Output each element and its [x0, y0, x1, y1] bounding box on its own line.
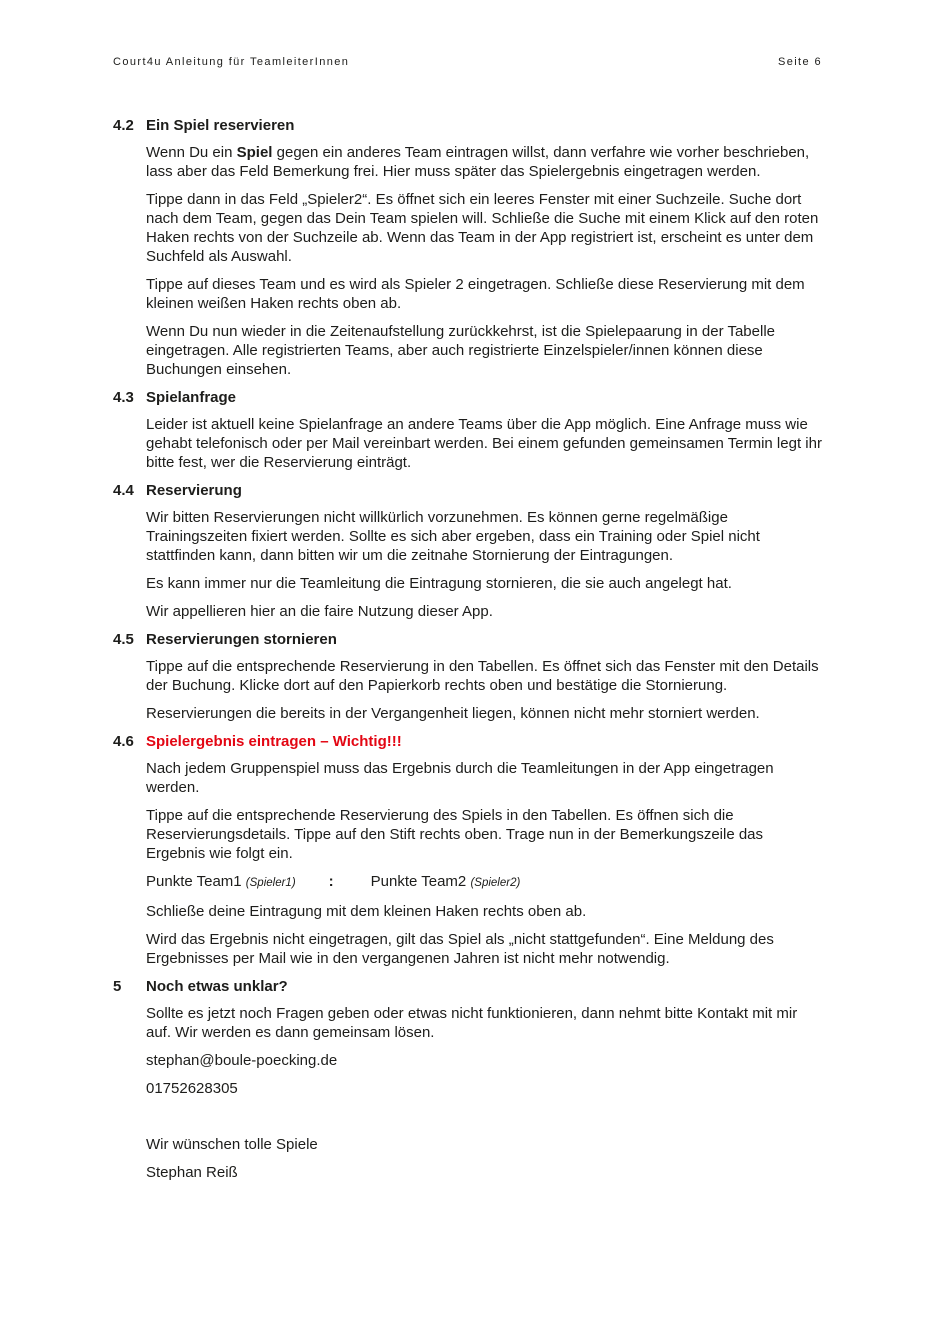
- blank-line: [146, 1107, 822, 1135]
- paragraph: Schließe deine Eintragung mit dem kleinen Haken rechts oben ab.: [146, 903, 587, 920]
- section-4.2: [113, 116, 822, 388]
- header-doc-title: Court4u Anleitung für TeamleiterInnen: [113, 56, 350, 68]
- text-run: Wenn Du ein: [146, 144, 237, 161]
- paragraph: Reservierungen die bereits in der Vergangenheit liegen, können nicht mehr storniert werden.: [146, 705, 760, 722]
- closing-wish: Wir wünschen tolle Spiele: [146, 1136, 318, 1153]
- phone-text: 01752628305: [146, 1080, 238, 1097]
- section-number: 4.5: [113, 631, 134, 648]
- paragraph: Tippe auf dieses Team und es wird als Spieler 2 eingetragen. Schließe diese Reservierung mit dem kleinen weißen Haken rechts oben ab.: [146, 276, 805, 312]
- paragraph: Tippe dann in das Feld „Spieler2“. Es öffnet sich ein leeres Fenster mit einer Suchzeile. Suche dort nach dem Team, gegen das Dein Team spielen will. Schließe die Suche mit einem Klick auf den roten Haken rechts von der Suchzeile ab. Wenn das Team in der App registriert ist, erscheint es unter dem Suchfeld als Auswahl.: [146, 191, 819, 265]
- text-run: Spiel: [236, 144, 273, 161]
- paragraph: Leider ist aktuell keine Spielanfrage an andere Teams über die App möglich. Eine Anfrage muss wie gehabt telefonisch oder per Mail vereinbart werden. Bei einem gefunden gemeinsamen Termin legt ihr bitte fest, wer die Reservierung einträgt.: [146, 416, 822, 471]
- section-4.6: [113, 732, 822, 977]
- score-format-line: [146, 872, 822, 893]
- paragraph: Tippe auf die entsprechende Reservierung in den Tabellen. Es öffnet sich das Fenster mit den Details der Buchung. Klicke dort auf den Papierkorb rechts oben und bestätige die Stornierung.: [146, 658, 819, 694]
- paragraph: Wir bitten Reservierungen nicht willkürlich vorzunehmen. Es können gerne regelmäßige Trainingszeiten fixiert werden. Sollte es sich aber ergeben, dass ein Training oder Spiel nicht stattfinden kann, dann bitten wir um die zeitnahe Stornierung der Eintragungen.: [146, 509, 760, 564]
- section-title: Spielanfrage: [146, 389, 237, 406]
- section-title: Reservierung: [146, 482, 242, 499]
- page-header: [113, 56, 822, 68]
- document-body: [113, 116, 822, 1191]
- paragraph: Nach jedem Gruppenspiel muss das Ergebnis durch die Teamleitungen in der App eingetragen werden.: [146, 760, 774, 796]
- section-5: [113, 977, 822, 1191]
- section-4.4: [113, 481, 822, 630]
- section-4.3: [113, 388, 822, 481]
- paragraph: Wird das Ergebnis nicht eingetragen, gilt das Spiel als „nicht stattgefunden“. Eine Meldung des Ergebnisses per Mail wie in den vergangenen Jahren ist nicht mehr notwendig.: [146, 931, 774, 967]
- section-title: Reservierungen stornieren: [146, 631, 337, 648]
- text-run: Punkte Team1: [146, 873, 246, 890]
- section-title: Ein Spiel reservieren: [146, 117, 295, 134]
- text-run: (Spieler1): [245, 877, 296, 889]
- section-number: 4.3: [113, 389, 134, 406]
- paragraph: Tippe auf die entsprechende Reservierung des Spiels in den Tabellen. Es öffnen sich die Reservierungsdetails. Tippe auf den Stift rechts oben. Trage nun in der Bemerkungszeile das Ergebnis wie folgt ein.: [146, 807, 764, 862]
- text-run: :: [328, 873, 334, 890]
- paragraph: Wir appellieren hier an die faire Nutzung dieser App.: [146, 603, 493, 620]
- section-number: 4.6: [113, 733, 134, 750]
- text-run: gegen ein anderes Team eintragen willst, dann verfahre wie vorher beschrieben, lass aber das Feld Bemerkung frei. Hier muss später das Spielergebnis eingetragen werden.: [146, 144, 810, 180]
- signature-name: Stephan Reiß: [146, 1164, 238, 1181]
- email-text: stephan@boule-poecking.de: [146, 1052, 338, 1069]
- section-number: 5: [113, 978, 122, 995]
- paragraph: Sollte es jetzt noch Fragen geben oder etwas nicht funktionieren, dann nehmt bitte Kontakt mit mir auf. Wir werden es dann gemeinsam lösen.: [146, 1005, 798, 1041]
- paragraph: [146, 143, 822, 181]
- paragraph: Wenn Du nun wieder in die Zeitenaufstellung zurückkehrst, ist die Spielepaarung in der Tabelle eingetragen. Alle registrierten Teams, aber auch registrierte Einzelspieler/innen können diese Buchungen einsehen.: [146, 323, 775, 378]
- paragraph: Es kann immer nur die Teamleitung die Eintragung stornieren, die sie auch angelegt hat.: [146, 575, 732, 592]
- text-run: (Spieler2): [470, 877, 521, 889]
- section-number: 4.4: [113, 482, 134, 499]
- section-4.5: [113, 630, 822, 732]
- text-run: Punkte Team2: [370, 873, 471, 890]
- section-number: 4.2: [113, 117, 134, 134]
- section-title: Noch etwas unklar?: [146, 978, 288, 995]
- section-title: Spielergebnis eintragen – Wichtig!!!: [146, 733, 402, 750]
- header-page-number: Seite 6: [777, 56, 822, 68]
